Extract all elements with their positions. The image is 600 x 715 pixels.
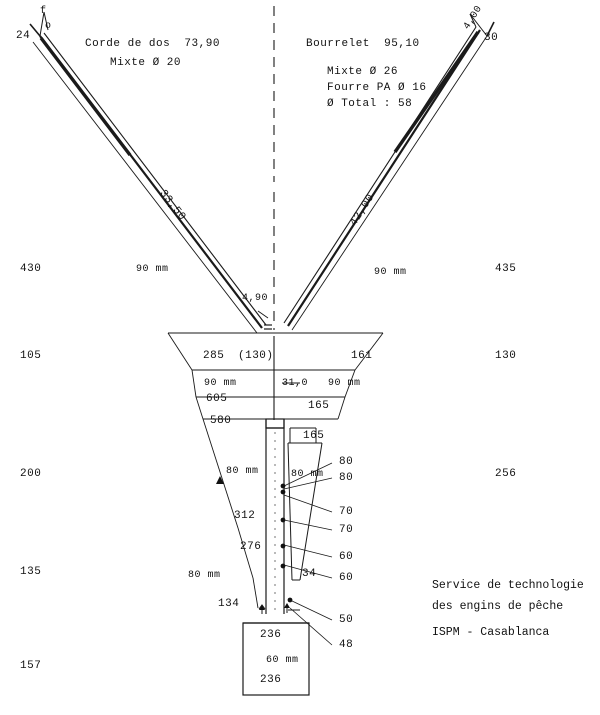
mesh-label-2: 90 mm <box>374 267 407 278</box>
right-count-435: 435 <box>495 263 517 275</box>
label-165-lower: 165 <box>303 430 325 442</box>
label-285: 285 <box>203 350 225 362</box>
mesh-label-8: 60 mm <box>266 655 299 666</box>
corner-label-24: 24 <box>16 30 31 42</box>
header-right-line-2: Mixte Ø 26 <box>327 66 399 78</box>
label-right-panel-length: 42,00 <box>348 192 378 229</box>
header-left-line-2: Mixte Ø 20 <box>110 57 182 69</box>
label-312: 312 <box>234 510 256 522</box>
mesh-label-3: 90 mm <box>204 378 237 389</box>
credit-line-1: Service de technologie <box>432 579 584 592</box>
label-34: 34 <box>302 568 317 580</box>
left-count-430: 430 <box>20 263 42 275</box>
header-left-line-1: Corde de dos 73,90 <box>85 38 220 50</box>
left-count-200: 200 <box>20 468 42 480</box>
left-count-105: 105 <box>20 350 42 362</box>
taper-label-2: 80 <box>339 472 354 484</box>
corner-label-400: 4,00 <box>462 3 486 32</box>
right-count-256: 256 <box>495 468 517 480</box>
label-605: 605 <box>206 393 228 405</box>
credit-line-2: des engins de pêche <box>432 600 564 613</box>
mesh-label-1: 90 mm <box>136 264 169 275</box>
mesh-label-4: 90 mm <box>328 378 361 389</box>
label-130: (130) <box>238 350 274 362</box>
taper-label-1: 80 <box>339 456 354 468</box>
label-580: 580 <box>210 415 232 427</box>
corner-label-f: f <box>40 6 47 17</box>
left-count-157: 157 <box>20 660 42 672</box>
mesh-label-5: 80 mm <box>226 466 259 477</box>
mesh-label-6: 80 mm <box>291 469 324 480</box>
header-right-line-1: Bourrelet 95,10 <box>306 38 420 50</box>
left-count-135: 135 <box>20 566 42 578</box>
label-490: 4,90 <box>242 293 269 304</box>
right-count-130: 130 <box>495 350 517 362</box>
header-right-line-3: Fourre PA Ø 16 <box>327 82 427 94</box>
taper-label-5: 60 <box>339 551 354 563</box>
taper-label-8: 48 <box>339 639 354 651</box>
label-left-panel-length: 33,50 <box>156 188 188 224</box>
taper-label-4: 70 <box>339 524 354 536</box>
label-236-lower: 236 <box>260 674 282 686</box>
label-236-upper: 236 <box>260 629 282 641</box>
header-right-line-4: Ø Total : 58 <box>327 98 413 110</box>
corner-label-o: o <box>45 21 52 32</box>
label-31: 31,0 <box>282 378 309 389</box>
label-134: 134 <box>218 598 240 610</box>
label-161: 161 <box>351 350 373 362</box>
taper-label-3: 70 <box>339 506 354 518</box>
label-276: 276 <box>240 541 262 553</box>
taper-label-7: 50 <box>339 614 354 626</box>
credit-line-3: ISPM - Casablanca <box>432 626 550 639</box>
label-165-upper: 165 <box>308 400 330 412</box>
mesh-label-7: 80 mm <box>188 570 221 581</box>
taper-label-6: 60 <box>339 572 354 584</box>
corner-label-30: 30 <box>484 32 499 44</box>
